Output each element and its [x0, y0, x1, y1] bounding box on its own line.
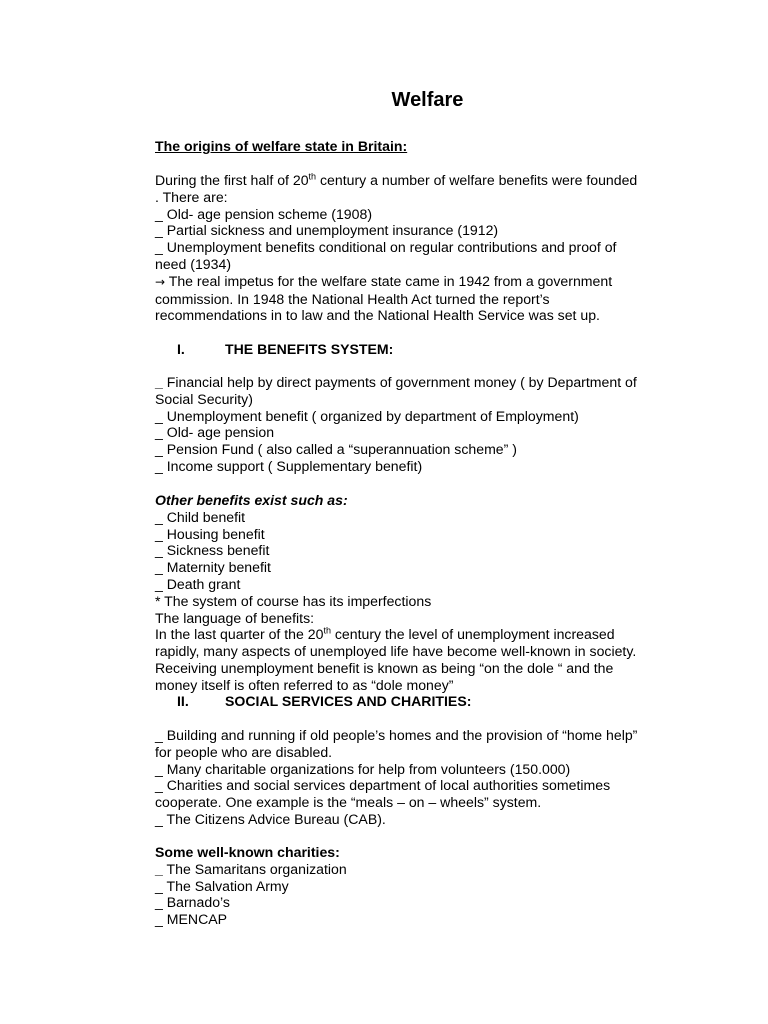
paragraph-line: In the last quarter of the 20th century the level of unemployment increased — [155, 625, 615, 643]
list-item: _ Financial help by direct payments of government money ( by Department of — [155, 374, 637, 390]
list-item: _ Old- age pension — [155, 424, 275, 441]
list-item: _ Unemployment benefits conditional on regular contributions and proof of — [155, 239, 617, 256]
list-item-cont: for people who are disabled. — [155, 743, 333, 760]
list-item: _ Sickness benefit — [155, 542, 270, 559]
list-item-cont: cooperate. One example is the “meals – on – wheels” system. — [155, 794, 542, 811]
paragraph-line: rapidly, many aspects of unemployed life have become well-known in society. — [155, 643, 637, 660]
other-benefits-heading: Other benefits exist such as: — [155, 492, 348, 508]
list-item: _ Partial sickness and unemployment insurance (1912) — [155, 222, 499, 239]
list-item: _ Many charitable organizations for help from volunteers (150.000) — [155, 760, 571, 777]
document-title: Welfare — [391, 89, 464, 111]
language-heading: The language of benefits: — [155, 609, 315, 626]
other-benefits — [155, 492, 700, 694]
list-item: _ Maternity benefit — [155, 559, 271, 576]
list-item: _ Pension Fund ( also called a “superannuation scheme” ) — [155, 441, 517, 458]
impetus-line: recommendations in to law and the National Health Service was set up. — [155, 307, 600, 324]
list-item: _ The Samaritans organization — [155, 860, 347, 877]
impetus-line: commission. In 1948 the National Health Act turned the report’s — [155, 290, 550, 307]
list-item: _ Unemployment benefit ( organized by department of Employment) — [155, 407, 579, 424]
list-item: _ Income support ( Supplementary benefit) — [155, 457, 423, 474]
origins-intro-cont: . There are: — [155, 188, 228, 205]
list-item: _ Child benefit — [155, 508, 246, 525]
list-item: need (1934) — [155, 255, 232, 272]
list-item: _ MENCAP — [155, 911, 228, 928]
list-item: _ The Salvation Army — [155, 877, 289, 894]
origins-body — [155, 172, 700, 324]
imperfections-note: * The system of course has its imperfections — [155, 592, 432, 609]
paragraph-line: Receiving unemployment benefit is known as being “on the dole “ and the — [155, 659, 614, 676]
paragraph-line: money itself is often referred to as “dole money” — [155, 676, 454, 693]
list-item: _ Barnado’s — [155, 894, 230, 911]
impetus-line: → The real impetus for the welfare state came in 1942 from a government — [155, 272, 613, 289]
section-heading-social: II. SOCIAL SERVICES AND CHARITIES: — [177, 693, 472, 709]
list-item: _ Building and running if old people’s homes and the provision of “home help” — [155, 727, 638, 743]
social-list — [155, 727, 700, 828]
origins-intro: During the first half of 20th century a number of welfare benefits were founded — [155, 171, 638, 188]
charities-heading: Some well-known charities: — [155, 844, 340, 860]
list-item: _ Housing benefit — [155, 525, 265, 542]
charities — [155, 844, 700, 928]
list-item: _ The Citizens Advice Bureau (CAB). — [155, 810, 386, 827]
arrow-right-icon: → — [155, 274, 166, 289]
benefits-list — [155, 374, 700, 475]
list-item: _ Charities and social services department of local authorities sometimes — [155, 777, 611, 794]
section-heading-benefits: I. THE BENEFITS SYSTEM: — [177, 341, 394, 357]
list-item-cont: Social Security) — [155, 390, 253, 407]
list-item: _ Old- age pension scheme (1908) — [155, 205, 373, 222]
origins-heading: The origins of welfare state in Britain: — [155, 138, 408, 154]
list-item: _ Death grant — [155, 575, 241, 592]
